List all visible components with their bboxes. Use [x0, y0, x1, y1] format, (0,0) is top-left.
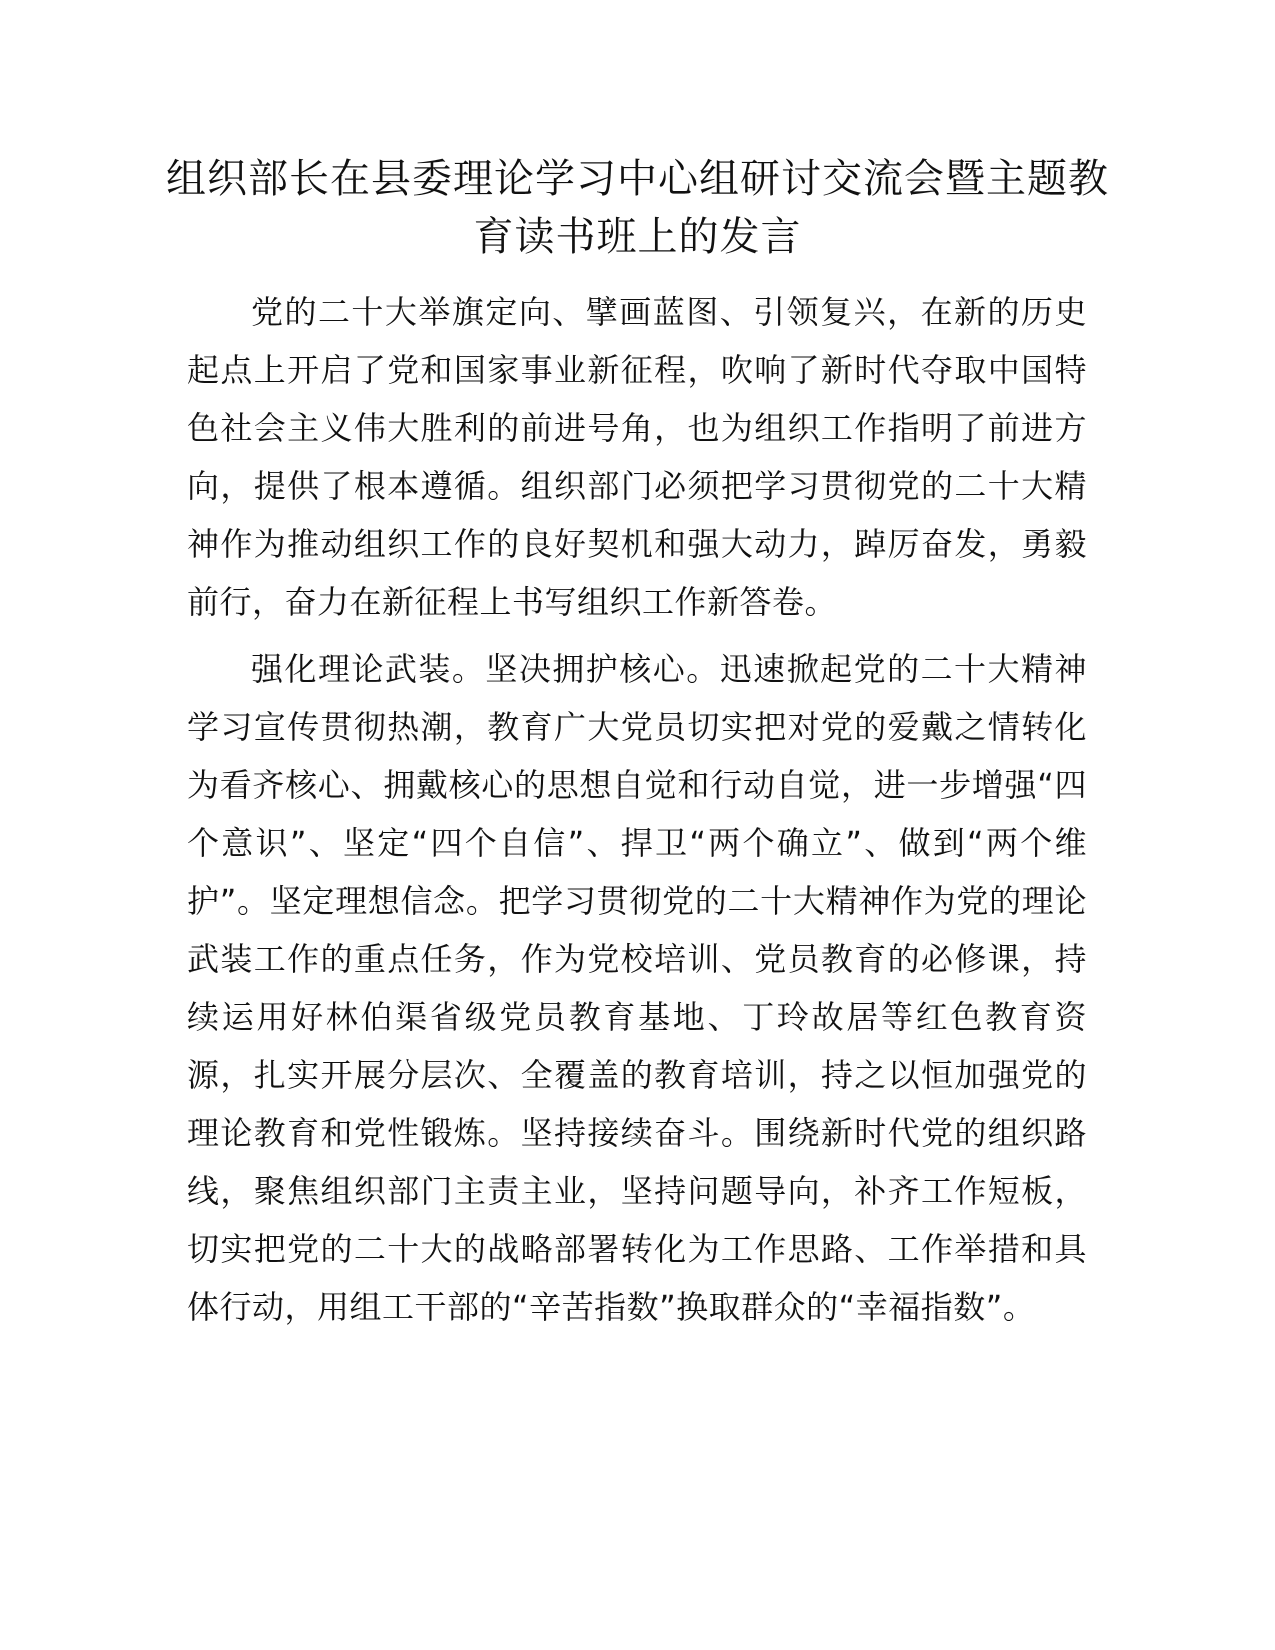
paragraph-intro: 党的二十大举旗定向、擘画蓝图、引领复兴，在新的历史起点上开启了党和国家事业新征程，吹响了新时代夺取中国特色社会主义伟大胜利的前进号角，也为组织工作指明了前进方向，提供了根本遵循。组织部门必须把学习贯彻党的二十大精神作为推动组织工作的良好契机和强大动力，踔厉奋发，勇毅前行，奋力在新征程上书写组织工作新答卷。 [187, 293, 1087, 621]
paragraph-theory-arming: 强化理论武装。坚决拥护核心。迅速掀起党的二十大精神学习宣传贯彻热潮，教育广大党员切实把对党的爱戴之情转化为看齐核心、拥戴核心的思想自觉和行动自觉，进一步增强“四个意识”、坚定“四个自信”、捍卫“两个确立”、做到“两个维护”。坚定理想信念。把学习贯彻党的二十大精神作为党的理论武装工作的重点任务，作为党校培训、党员教育的必修课，持续运用好林伯渠省级党员教育基地、丁玲故居等红色教育资源，扎实开展分层次、全覆盖的教育培训，持之以恒加强党的理论教育和党性锻炼。坚持接续奋斗。围绕新时代党的组织路线，聚焦组织部门主责主业，坚持问题导向，补齐工作短板，切实把党的二十大的战略部署转化为工作思路、工作举措和具体行动，用组工干部的“辛苦指数”换取群众的“幸福指数”。 [187, 650, 1087, 1326]
document-title: 组织部长在县委理论学习中心组研讨交流会暨主题教育读书班上的发言 [166, 156, 1109, 260]
